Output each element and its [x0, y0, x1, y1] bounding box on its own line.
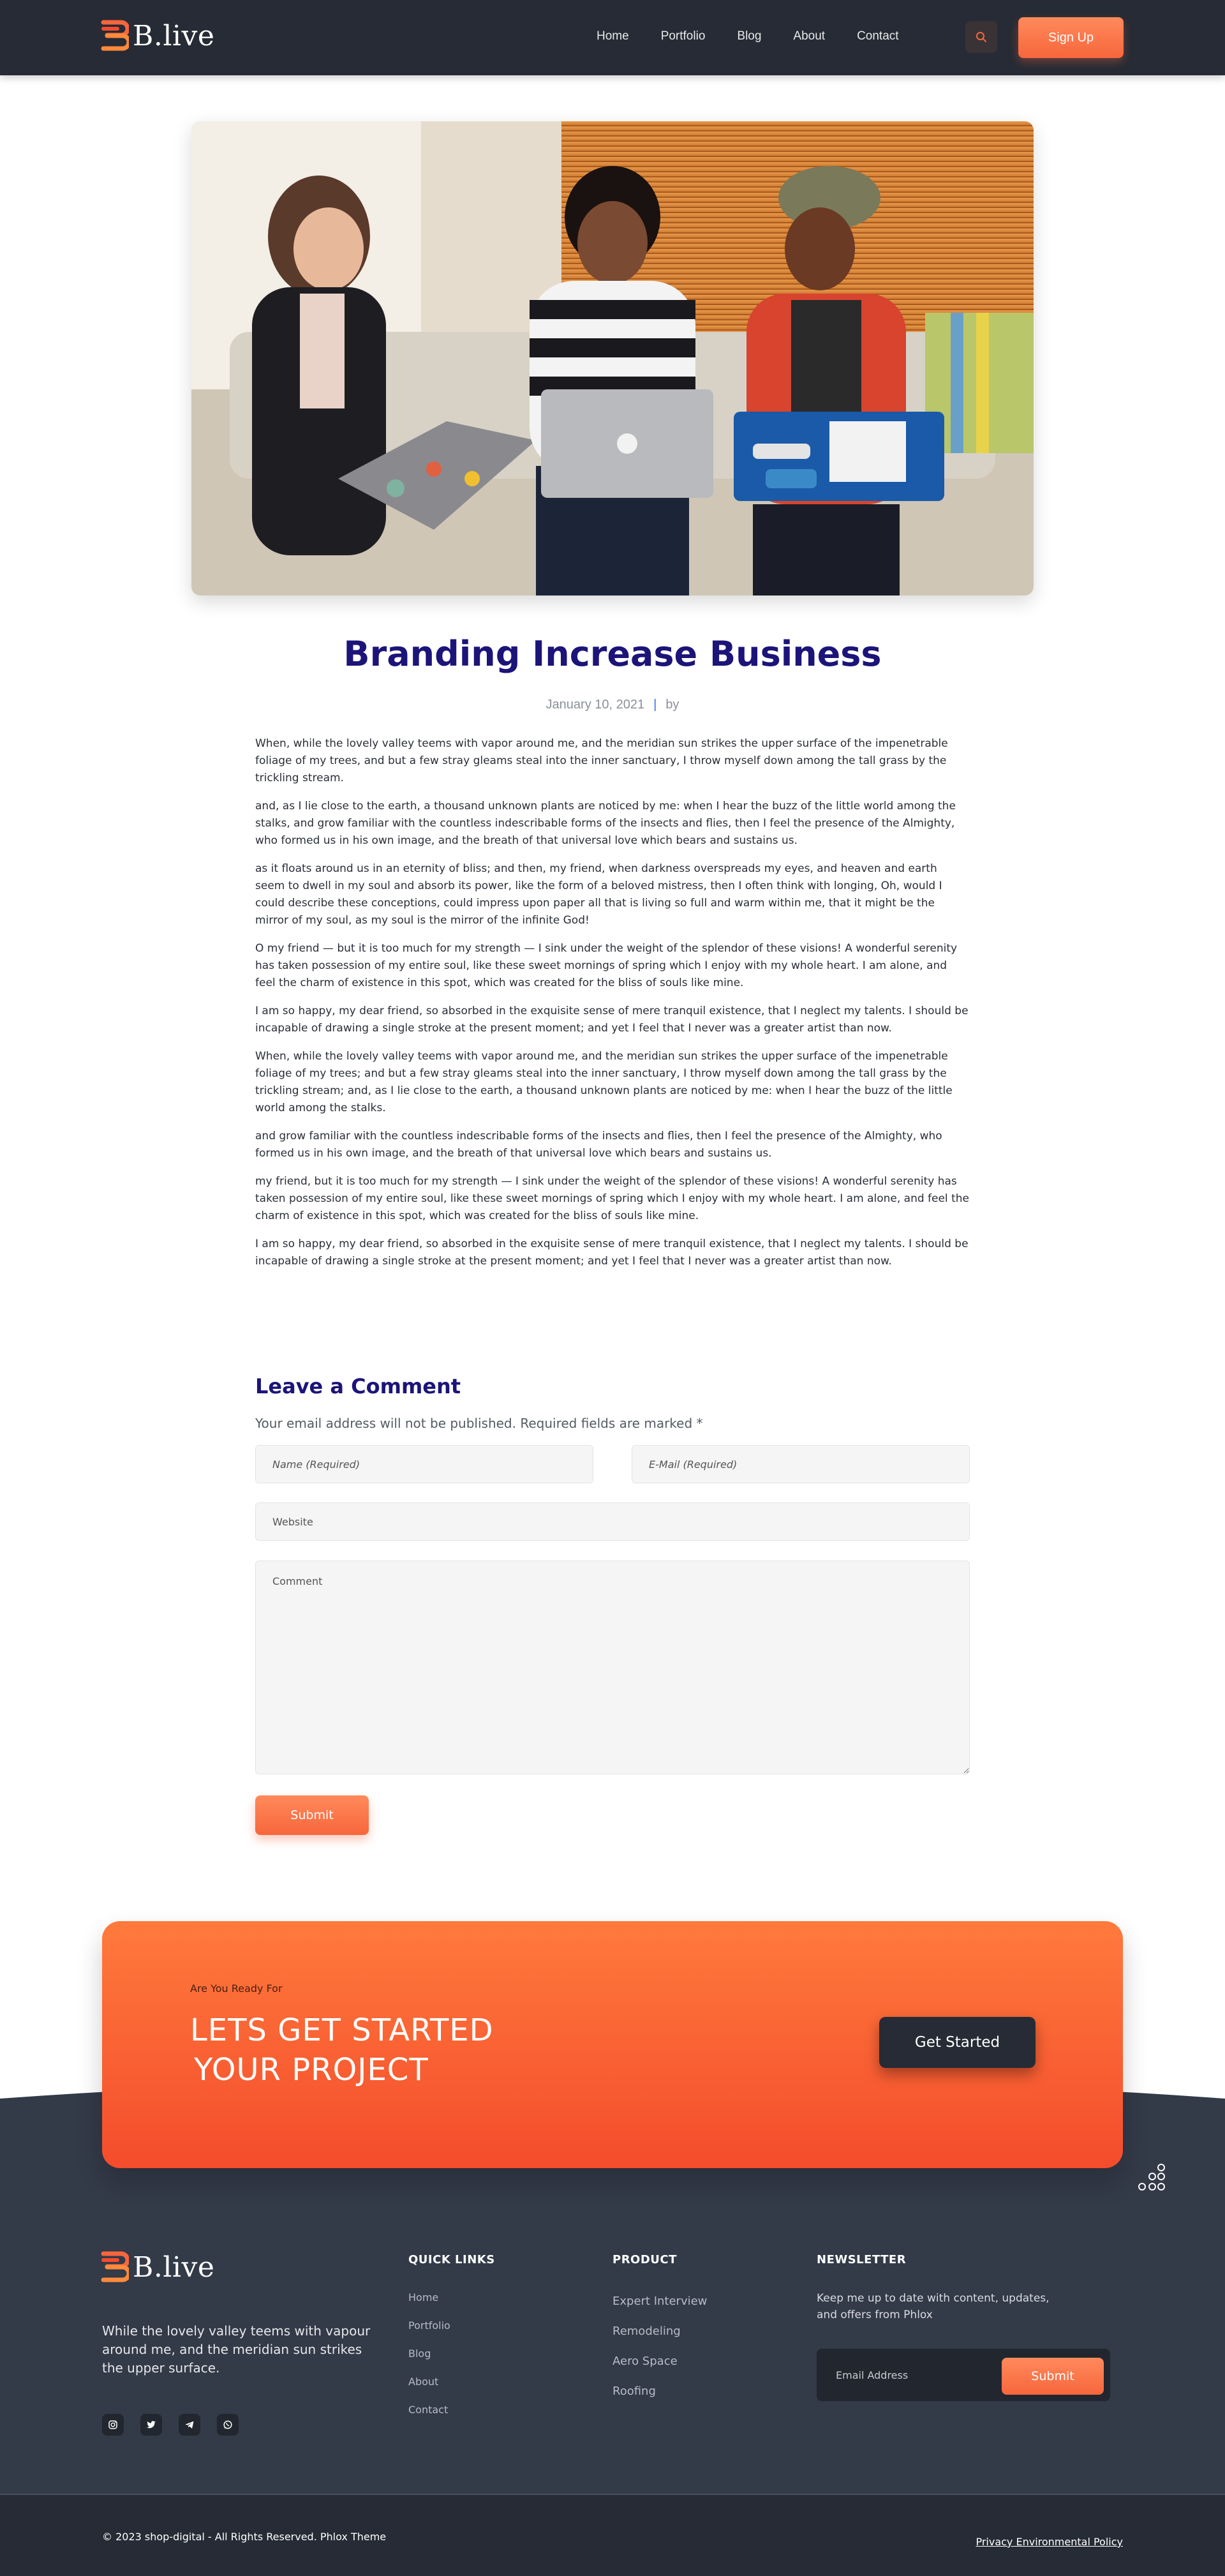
social-links — [102, 2414, 239, 2436]
quick-link-contact[interactable]: Contact — [408, 2404, 449, 2416]
product-title: PRODUCT — [612, 2253, 677, 2266]
post-date[interactable]: January 10, 2021 — [546, 698, 645, 712]
post-paragraph: my friend, but it is too much for my strength — I sink under the weight of the splendor of these visions! A wonderful serenity has taken possession of my entire soul, like these sweet mornings of spring which I enjoy with my whole heart. I am alone, and feel the charm of existence in this spot, which was created for the bliss of souls like mine. — [255, 1175, 969, 1222]
post-title: Branding Increase Business — [343, 634, 882, 674]
signup-button[interactable]: Sign Up — [1018, 17, 1124, 58]
get-started-button[interactable]: Get Started — [879, 2017, 1036, 2068]
comment-section-title: Leave a Comment — [255, 1374, 461, 1398]
name-input[interactable] — [255, 1445, 593, 1483]
quick-link-about[interactable]: About — [408, 2376, 439, 2388]
cta-banner — [102, 1921, 1123, 2168]
comment-note: Your email address will not be published. Required fields are marked * — [255, 1416, 703, 1431]
instagram-icon — [108, 2420, 118, 2430]
product-link[interactable]: Aero Space — [612, 2355, 678, 2368]
nav-blog[interactable]: Blog — [737, 29, 762, 43]
product-list — [612, 2295, 707, 2415]
post-author-prefix: by — [665, 698, 679, 712]
quick-links-list — [408, 2291, 450, 2432]
quick-links-title: QUICK LINKS — [408, 2253, 495, 2266]
comment-submit-button[interactable]: Submit — [255, 1795, 369, 1835]
newsletter-email-input[interactable] — [827, 2359, 993, 2391]
product-link[interactable]: Remodeling — [612, 2325, 681, 2338]
privacy-policy-link[interactable]: Privacy Environmental Policy — [976, 2536, 1123, 2548]
nav-home[interactable]: Home — [597, 29, 629, 43]
post-paragraph: I am so happy, my dear friend, so absorbed in the exquisite sense of mere tranquil existence, that I neglect my talents. I should be incapable of drawing a single stroke at the present moment; and yet I feel that I never was a greater artist than now. — [255, 1005, 969, 1035]
comment-textarea[interactable] — [255, 1561, 970, 1774]
post-paragraph: When, while the lovely valley teems with vapor around me, and the meridian sun strikes the upper surface of the impenetrable foliage of my trees, and but a few stray gleams steal into the inner sanctuary, I throw myself down among the tall grass by the trickling stream. — [255, 737, 948, 784]
website-input[interactable] — [255, 1502, 970, 1541]
newsletter-submit-button[interactable]: Submit — [1002, 2358, 1104, 2395]
post-meta — [0, 698, 1225, 712]
quick-link-portfolio[interactable]: Portfolio — [408, 2319, 450, 2332]
post-featured-image — [191, 121, 1034, 595]
cta-eyebrow: Are You Ready For — [190, 1982, 283, 1995]
whatsapp-link[interactable] — [217, 2414, 239, 2436]
product-link[interactable]: Roofing — [612, 2385, 656, 2398]
telegram-link[interactable] — [179, 2414, 200, 2436]
search-icon — [976, 31, 987, 43]
instagram-link[interactable] — [102, 2414, 124, 2436]
product-link[interactable]: Expert Interview — [612, 2295, 708, 2308]
meta-separator: | — [653, 698, 657, 712]
post-paragraph: When, while the lovely valley teems with vapor around me, and the meridian sun strikes the upper surface of the impenetrable foliage of my trees; and but a few stray gleams steal into the inner sanctuary, I throw myself down among the tall grass by the trickling stream; and, as I lie close to the earth, a thousand unknown plants are noticed by me: when I hear the buzz of the little world among the stalks. — [255, 1050, 953, 1114]
post-paragraph: I am so happy, my dear friend, so absorbed in the exquisite sense of mere tranquil existence, that I neglect my talents. I should be incapable of drawing a single stroke at the present moment; and yet I feel that I never was a greater artist than now. — [255, 1238, 969, 1268]
newsletter-title: NEWSLETTER — [817, 2253, 907, 2266]
dots-decoration-icon — [1136, 2162, 1168, 2194]
cta-title-line1: LETS GET STARTED — [190, 2012, 494, 2048]
footer-bottom-bar — [0, 2494, 1225, 2576]
post-body — [255, 735, 970, 1281]
newsletter-description: Keep me up to date with content, updates, and offers from Phlox — [817, 2292, 1050, 2321]
newsletter-form — [817, 2349, 1110, 2401]
site-header — [0, 0, 1225, 75]
twitter-icon — [146, 2420, 156, 2430]
logo-text: B.live — [133, 19, 215, 52]
nav-contact[interactable]: Contact — [857, 29, 899, 43]
telegram-icon — [184, 2420, 195, 2430]
main-nav — [597, 29, 931, 43]
twitter-link[interactable] — [140, 2414, 162, 2436]
post-paragraph: and grow familiar with the countless indescribable forms of the insects and flies, then I feel the presence of the Almighty, who formed us in his own image, and the breath of that universal love which bears and sustains us. — [255, 1130, 942, 1160]
cta-title-line2: YOUR PROJECT — [194, 2052, 429, 2088]
whatsapp-icon — [223, 2420, 233, 2430]
quick-link-home[interactable]: Home — [408, 2291, 439, 2303]
logo-icon — [101, 19, 129, 53]
site-logo[interactable] — [101, 19, 214, 53]
nav-portfolio[interactable]: Portfolio — [660, 29, 706, 43]
nav-about[interactable]: About — [793, 29, 826, 43]
search-button[interactable] — [965, 21, 997, 53]
post-paragraph: and, as I lie close to the earth, a thousand unknown plants are noticed by me: when I hear the buzz of the little world among the stalks, and grow familiar with the countless indescribable forms of the insects and flies, then I feel the presence of the Almighty, who formed us in his own image, and the breath of that universal love which bears and sustains us. — [255, 800, 956, 847]
post-paragraph: as it floats around us in an eternity of bliss; and then, my friend, when darkness overspreads my eyes, and heaven and earth seem to dwell in my soul and absorb its power, like the form of a beloved mistress, then I often think with longing, Oh, would I could describe these conceptions, could impress upon paper all that is living so full and warm within me, that it might be the mirror of my soul, as my soul is the mirror of the infinite God! — [255, 862, 942, 927]
footer-logo[interactable] — [101, 2250, 214, 2284]
email-input[interactable] — [632, 1445, 970, 1483]
cta-title — [190, 2011, 494, 2090]
post-paragraph: O my friend — but it is too much for my strength — I sink under the weight of the splendor of these visions! A wonderful serenity has taken possession of my entire soul, like these sweet mornings of spring which I enjoy with my whole heart. I am alone, and feel the charm of existence in this spot, which was created for the bliss of souls like mine. — [255, 942, 958, 989]
copyright-text: © 2023 shop-digital - All Rights Reserved. Phlox Theme — [102, 2531, 387, 2543]
quick-link-blog[interactable]: Blog — [408, 2348, 431, 2360]
footer-description: While the lovely valley teems with vapour around me, and the meridian sun strikes the upper surface. — [102, 2323, 371, 2376]
logo-icon — [101, 2250, 129, 2284]
logo-text: B.live — [133, 2250, 215, 2284]
